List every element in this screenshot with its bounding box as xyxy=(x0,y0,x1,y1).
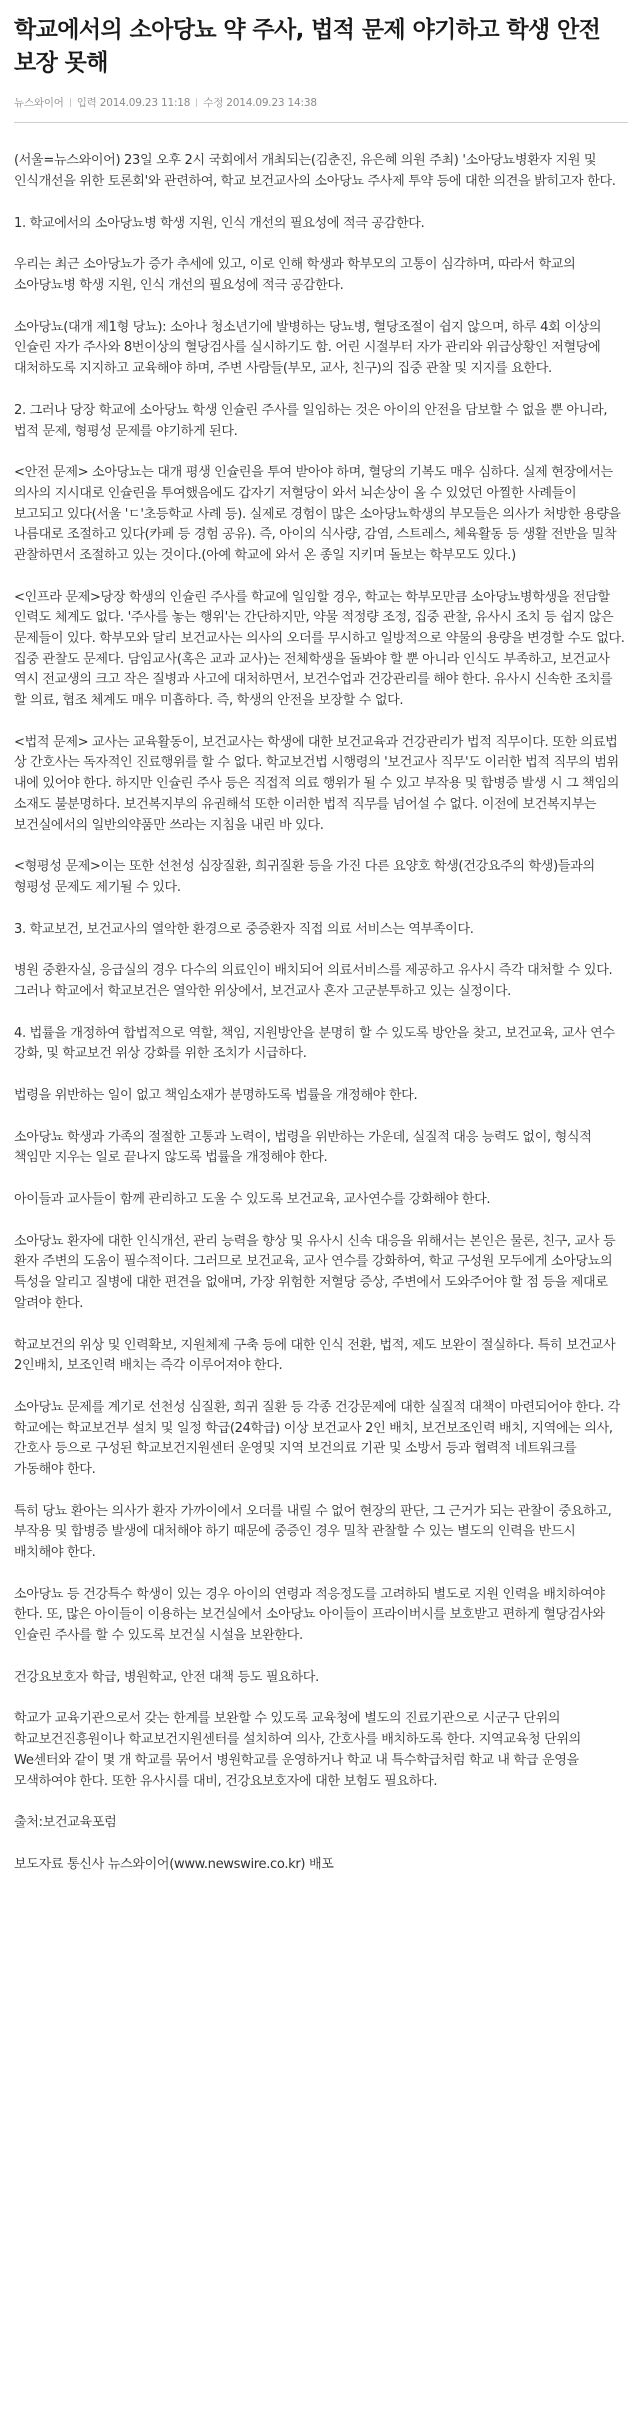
article-paragraph: 아이들과 교사들이 함께 관리하고 도울 수 있도록 보건교육, 교사연수를 강화해야 한다. xyxy=(14,1192,491,1208)
article-paragraph: 우리는 최근 소아당뇨가 증가 추세에 있고, 이로 인해 학생과 학부모의 고통이 심각하며, 따라서 학교의 소아당뇨병 학생 지원, 인식 개선의 필요성에 적극 공감한다. xyxy=(14,257,576,294)
article-paragraph: 소아당뇨 학생과 가족의 절절한 고통과 노력이, 법령을 위반하는 가운데, 실질적 대응 능력도 없이, 형식적 책임만 지우는 일로 끝나지 않도록 법률을 개정해야 한다. xyxy=(14,1129,592,1166)
article-paragraph: 4. 법률을 개정하여 합법적으로 역할, 책임, 지원방안을 분명히 할 수 있도록 방안을 찾고, 보건교육, 교사 연수 강화, 및 학교보건 위상 강화를 위한 조치가 시급하다. xyxy=(14,1025,615,1062)
article-paragraph: 소아당뇨(대개 제1형 당뇨): 소아나 청소년기에 발병하는 당뇨병, 혈당조절이 쉽지 않으며, 하루 4회 이상의 인슐린 자가 주사와 8번이상의 혈당검사를 실시하기도 함. 어린 시절부터 자가 관리와 위급상황인 저혈당에 대처하도록 지지하고 교육해야 하며, 주변 사람들(부모, 교사, 친구)의 집중 관찰 및 지지를 요한다. xyxy=(14,319,602,377)
article-paragraph: <인프라 문제>당장 학생의 인슐린 주사를 학교에 일임할 경우, 학교는 학부모만큼 소아당뇨병학생을 전담할 인력도 체계도 없다. '주사를 놓는 행위'는 간단하지만, 약물 적정량 조정, 집중 관찰, 유사시 조치 등 쉽지 않은 문제들이 있다. 학부모와 달리 보건교사는 의사의 오더를 무시하고 일방적으로 약물의 용량을 변경할 수도 없다. 집중 관찰도 문제다. 담임교사(혹은 교과 교사)는 전체학생을 돌봐야 할 뿐 아니라 인식도 부족하고, 보건교사 역시 전교생의 크고 작은 질병과 사고에 대처하면서, 보건수업과 건강관리를 해야 한다. 유사시 신속한 조치를 할 의료, 협조 체계도 매우 미흡하다. 즉, 학생의 안전을 보장할 수 없다. xyxy=(14,589,625,709)
article-paragraph: 학교보건의 위상 및 인력확보, 지원체제 구축 등에 대한 인식 전환, 법적, 제도 보완이 절실하다. 특히 보건교사 2인배치, 보조인력 배치는 즉각 이루어져야 한다. xyxy=(14,1337,616,1374)
article-paragraph: 2. 그러나 당장 학교에 소아당뇨 학생 인슐린 주사를 일임하는 것은 아이의 안전을 담보할 수 없을 뿐 아니라, 법적 문제, 형평성 문제를 야기하게 된다. xyxy=(14,402,608,439)
article-paragraph: 3. 학교보건, 보건교사의 열악한 환경으로 중증환자 직접 의료 서비스는 역부족이다. xyxy=(14,921,474,937)
header-divider xyxy=(14,122,628,123)
article-paragraph: (서울=뉴스와이어) 23일 오후 2시 국회에서 개최되는(김춘진, 유은혜 의원 주최) '소아당뇨병환자 지원 및 인식개선을 위한 토론회'와 관련하여, 학교 보건교사의 소아당뇨 주사제 투약 등에 대한 의견을 밝히고자 한다. xyxy=(14,153,616,189)
modified-date: 수정 2014.09.23 14:38 xyxy=(203,97,317,110)
article-paragraph: 학교가 교육기관으로서 갖는 한계를 보완할 수 있도록 교육청에 별도의 진료기관으로 시군구 단위의 학교보건진흥원이나 학교보건지원센터를 설치하여 의사, 간호사를 배치하도록 한다. 지역교육청 단위의 We센터와 같이 몇 개 학교를 묶어서 병원학교를 운영하거나 학교 내 특수학급처럼 학교 내 학급 운영을 모색하여야 한다. 또한 유사시를 대비, 건강요보호자에 대한 보험도 필요하다. xyxy=(14,1711,581,1789)
article-paragraph: 소아당뇨 환자에 대한 인식개선, 관리 능력을 향상 및 유사시 신속 대응을 위해서는 본인은 물론, 친구, 교사 등 환자 주변의 도움이 필수적이다. 그러므로 보건교육, 교사 연수를 강화하여, 학교 구성원 모두에게 소아당뇨의 특성을 알리고 질병에 대한 편견을 없애며, 가장 위험한 저혈당 증상, 주변에서 도와주어야 할 점 등을 제대로 알려야 한다. xyxy=(14,1233,616,1311)
article-body xyxy=(14,151,628,1875)
article-paragraph: 출처:보건교육포럼 xyxy=(14,1815,117,1831)
article-paragraph: 병원 중환자실, 응급실의 경우 다수의 의료인이 배치되어 의료서비스를 제공하고 유사시 즉각 대처할 수 있다. 그러나 학교에서 학교보건은 열악한 위상에서, 보건교사 혼자 고군분투하고 있는 실정이다. xyxy=(14,963,613,999)
article-paragraph: <안전 문제> 소아당뇨는 대개 평생 인슐린을 투여 받아야 하며, 혈당의 기복도 매우 심하다. 실제 현장에서는 의사의 지시대로 인슐린을 투여했음에도 갑자기 저혈당이 와서 뇌손상이 올 수 있었던 아찔한 사례들이 보고되고 있다(서울 'ㄷ'초등학교 사례 등). 실제로 경험이 많은 소아당뇨학생의 부모들은 의사가 처방한 용량을 나름대로 조절하고 있다(카페 등 경험 공유). 즉, 아이의 식사량, 감염, 스트레스, 체육활동 등 생활 전반을 밀착 관찰하면서 조절하고 있는 것이다.(아예 학교에 와서 온 종일 지키며 돌보는 학부모도 있다.) xyxy=(14,465,621,563)
meta-divider xyxy=(70,98,71,107)
article-paragraph: 소아당뇨 등 건강특수 학생이 있는 경우 아이의 연령과 적응정도를 고려하되 별도로 지원 인력을 배치하여야 한다. 또, 많은 아이들이 이용하는 보건실에서 소아당뇨 아이들이 프라이버시를 보호받고 편하게 혈당검사와 인슐린 주사를 할 수 있도록 보건실 시설을 보완한다. xyxy=(14,1586,605,1644)
article-paragraph: 특히 당뇨 환아는 의사가 환자 가까이에서 오더를 내릴 수 없어 현장의 판단, 그 근거가 되는 관찰이 중요하고, 부작용 및 합병증 발생에 대처해야 하기 때문에 중증인 경우 밀착 관찰할 수 있는 별도의 인력을 반드시 배치해야 한다. xyxy=(14,1503,612,1560)
article-source[interactable]: 뉴스와이어 xyxy=(14,97,64,110)
article-meta xyxy=(14,95,628,110)
article-paragraph: 건강요보호자 학급, 병원학교, 안전 대책 등도 필요하다. xyxy=(14,1669,319,1685)
meta-divider xyxy=(196,98,197,107)
article-paragraph: 법령을 위반하는 일이 없고 책임소재가 분명하도록 법률을 개정해야 한다. xyxy=(14,1088,418,1103)
article-paragraph: <형평성 문제>이는 또한 선천성 심장질환, 희귀질환 등을 가진 다른 요양호 학생(건강요주의 학생)들과의 형평성 문제도 제기될 수 있다. xyxy=(14,859,595,895)
article-paragraph: 보도자료 통신사 뉴스와이어(www.newswire.co.kr) 배포 xyxy=(14,1856,334,1872)
article-headline: 학교에서의 소아당뇨 약 주사, 법적 문제 야기하고 학생 안전 보장 못해 xyxy=(14,17,601,76)
article-paragraph: <법적 문제> 교사는 교육활동이, 보건교사는 학생에 대한 보건교육과 건강관리가 법적 직무이다. 또한 의료법 상 간호사는 독자적인 진료행위를 할 수 없다. 학교보건법 시행령의 '보건교사 직무'도 이러한 법적 직무의 범위 내에 있어야 한다. 하지만 인슐린 주사 등은 직접적 의료 행위가 될 수 있고 부작용 및 합병증 발생 시 그 책임의 소재도 불분명하다. 보건복지부의 유권해석 또한 이러한 법적 직무를 넘어설 수 없다. 이전에 보건복지부는 보건실에서의 일반의약품만 쓰라는 지침을 내린 바 있다. xyxy=(14,734,620,833)
article-paragraph: 소아당뇨 문제를 계기로 선천성 심질환, 희귀 질환 등 각종 건강문제에 대한 실질적 대책이 마련되어야 한다. 각 학교에는 학교보건부 설치 및 일정 학급(24학급) 이상 보건교사 2인 배치, 보건보조인력 배치, 지역에는 의사, 간호사 등으로 구성된 학교보건지원센터 운영및 지역 보건의료 기관 및 소방서 등과 협력적 네트워크를 가동해야 한다. xyxy=(14,1399,620,1477)
published-date: 입력 2014.09.23 11:18 xyxy=(76,97,191,110)
article-paragraph: 1. 학교에서의 소아당뇨병 학생 지원, 인식 개선의 필요성에 적극 공감한다. xyxy=(14,215,425,231)
